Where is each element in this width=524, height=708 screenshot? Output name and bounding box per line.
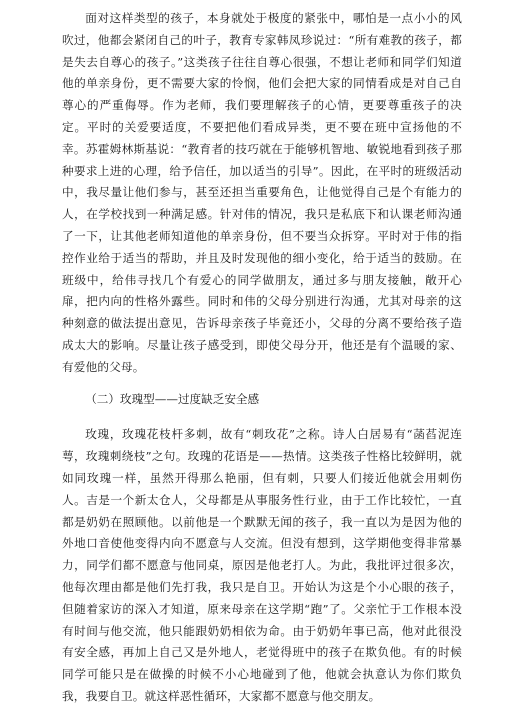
section-heading: （二）玫瑰型——过度缺乏安全感 bbox=[85, 391, 260, 406]
body-paragraph-2: 玫瑰，玫瑰花枝杆多刺，故有“刺玫花”之称。诗人白居易有“菡萏泥连萼，玫瑰刺绕枝”之句。玫瑰的花语是——热情。这类孩子性格比较鲜明，就如同玫瑰一样，虽然开得那么艳丽，但有刺，只要人们接近他就会用刺伤人。吉是一个新太仓人，父母都是从事服务性行业，由于工作比较忙，一直都是奶奶在照顾他。以前他是一个默默无闻的孩子，我一直以为是因为他的外地口音使他变得内向不愿意与人交流。但没有想到，这学期他变得非常暴力，同学们都不愿意与他同桌，原因是他老打人。为此，我批评过很多次，他每次理由都是他们先打我，我只是自卫。开始认为这是个小心眼的孩子，但随着家访的深入才知道，原来母亲在这学期“跑”了。父亲忙于工作根本没有时间与他交流，他只能跟奶奶相依为命。由于奶奶年事已高，他对此很没有安全感，再加上自己又是外地人，老觉得班中的孩子在欺负他。有的时候同学可能只是在做操的时候不小心地碰到了他，他就会执意认为你们欺负我，我要自卫。就这样恶性循环，大家都不愿意与他交朋友。 bbox=[62, 427, 462, 703]
body-paragraph-1: 面对这样类型的孩子，本身就处于极度的紧张中，哪怕是一点小小的风吹过，他都会紧闭自己的叶子，教育专家韩凤珍说过：“所有难教的孩子，都是失去自尊心的孩子。”这类孩子往往自尊心很强，不想让老师和同学们知道他的单亲身份，更不需要大家的怜悯，他们会把大家的同情看成是对自己自尊心的严重侮辱。作为老师，我们要理解孩子的心情，更要尊重孩子的决定。平时的关爱要适度，不要把他们看成异类，更不要在班中宣扬他的不幸。苏霍姆林斯基说：“教育者的技巧就在于能够机智地、敏锐地看到孩子那种要求上进的心理，给予信任，加以适当的引导”。因此，在平时的班级活动中，我尽量让他们参与，甚至还担当重要角色，让他觉得自己是个有能力的人，在学校找到一种满足感。针对伟的情况，我只是私底下和认课老师沟通了一下，让其他老师知道他的单亲身份，但不要当众拆穿。平时对于伟的指控作业给于适当的帮助，并且及时发现他的细小变化，给于适当的鼓励。在班级中，给伟寻找几个有爱心的同学做朋友，通过多与朋友接触，敞开心扉，把内向的性格外露些。同时和伟的父母分别进行沟通，尤其对母亲的这种刻意的做法提出意见，告诉母亲孩子毕竟还小，父母的分离不要给孩子造成太大的影响。尽量让孩子感受到，即使父母分开，他还是有个温暖的家、有爱他的父母。 bbox=[62, 11, 462, 374]
